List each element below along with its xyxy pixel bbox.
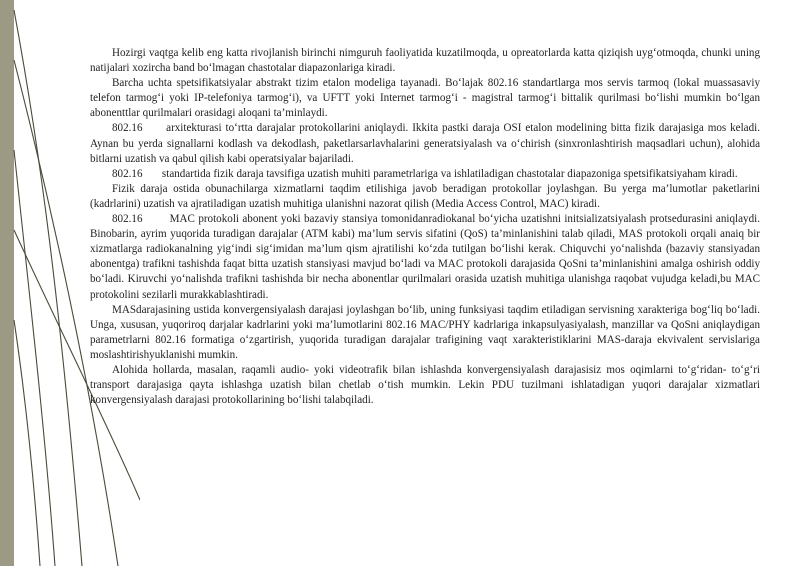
paragraph: Fizik daraja ostida obunachilarga xizmatlarni taqdim etilishiga javob beradigan protokollar joylashgan. Bu yerga ma’lumotlar paketlarini (kadrlarini) uzatish va ajratiladigan uzatish muhitiga ulanishni nazorat qilish (Media Access Control, MAC) kiradi. <box>90 182 760 210</box>
paragraph: 802.16 arxitekturasi to‘rtta darajalar protokollarini aniqlaydi. Ikkita pastki daraja OSI etalon modelining bitta fizik darajasiga mos keladi. Aynan bu yerda signallarni kodlash va dekodlash, paketlarsarlavhalarini generatsiyalash va o‘chirish (sinxronlashtirish maqsadlari uchun), alohida bitlarni uzatish va qabul qilish kabi operatsiyalar bajariladi. <box>90 122 763 165</box>
paragraph: Alohida hollarda, masalan, raqamli audio- yoki videotrafik bilan ishlashda konvergensiyalash darajasisiz mos oqimlarni to‘g‘ridan- to‘g‘ri transport darajasiga qayta ishlashga uzatish bilan chetlab o‘tish mumkin. Lekin PDU tuzilmani ishlatadigan yuqori darajalar xizmatlari konvergensiyalash darajasi protokollarining bo‘lishi talabqiladi. <box>90 363 760 407</box>
paragraph: Barcha uchta spetsifikatsiyalar abstrakt tizim etalon modeliga tayanadi. Bo‘lajak 802.16 standartlarga mos servis tarmoq (lokal muassasaviy telefon tarmog‘i yoki IP-telefoniya tarmog‘i), va UFTT yoki Internet tarmog‘i - magistral tarmog‘i bittalik qurilmasi bo‘lishi mumkin bo‘lgan abonenttlar qurilmalari orasidagi aloqani ta’minlaydi. <box>90 77 760 120</box>
body-text <box>90 46 763 408</box>
paragraph: MASdarajasining ustida konvergensiyalash darajasi joylashgan bo‘lib, uning funksiyasi taqdim etiladigan servisning xarakteriga bog‘liq bo‘ladi. Unga, xususan, yuqoriroq darjalar kadrlarini yoki ma’lumotlarini 802.16 MAC/PHY kadrlariga inkapsulyasiyalash, manzillar va QoSni aniqlaydigan parametrlarni 802.16 formatiga o‘zgartirish, yuqorida turadigan darajalar trafigining vaqt xarakteristiklarini MAS-daraja ekvivalent servislariga moslashtirishyuklanishi mumkin. <box>90 303 760 361</box>
paragraph: Hozirgi vaqtga kelib eng katta rivojlanish birinchi nimguruh faoliyatida kuzatilmoqda, u opreatorlarda katta qiziqish uyg‘otmoqda, chunki uning natijalari xozircha band bo‘lmagan chastotalar diapazonlariga kiradi. <box>90 47 760 75</box>
paragraph: 802.16 MAC protokoli abonent yoki bazaviy stansiya tomonidanradiokanal bo‘yicha uzatishni initsializatsiyalash protsedurasini aniqlaydi. Binobarin, ayrim yuqorida turadigan darajalar (ATM kabi) ma’lum servis sifatini (QoS) ta’minlanishini talab qiladi, MAS protokoli orqali anaiq bir xizmatlarga radiokanalning yig‘indi sig‘imidan ma’lum qism ajratilishi ko‘zda tutilgan bo‘lishi kerak. Chiquvchi yo‘nalishda (bazaviy stansiyadan abonentga) trafikni tashishda faqat bitta uzatish stansiyasi mavjud bo‘ladi va MAC protokoli darajasida QoSni ta’minlanishini amalga oshirish oddiy bo‘ladi. Kiruvchi yo‘nalishda trafikni tashishda bir necha abonentlar qurilmalari orasida uzatish muhitiga ulanishga raqobat vujudga keladi,bu MAC protokolini sezilarli murakkablashtiradi. <box>90 213 763 301</box>
paragraph: 802.16 standartida fizik daraja tavsifiga uzatish muhiti parametrlariga va ishlatiladigan chastotalar diapazoniga spetsifikatsiyaham kiradi. <box>112 167 738 180</box>
